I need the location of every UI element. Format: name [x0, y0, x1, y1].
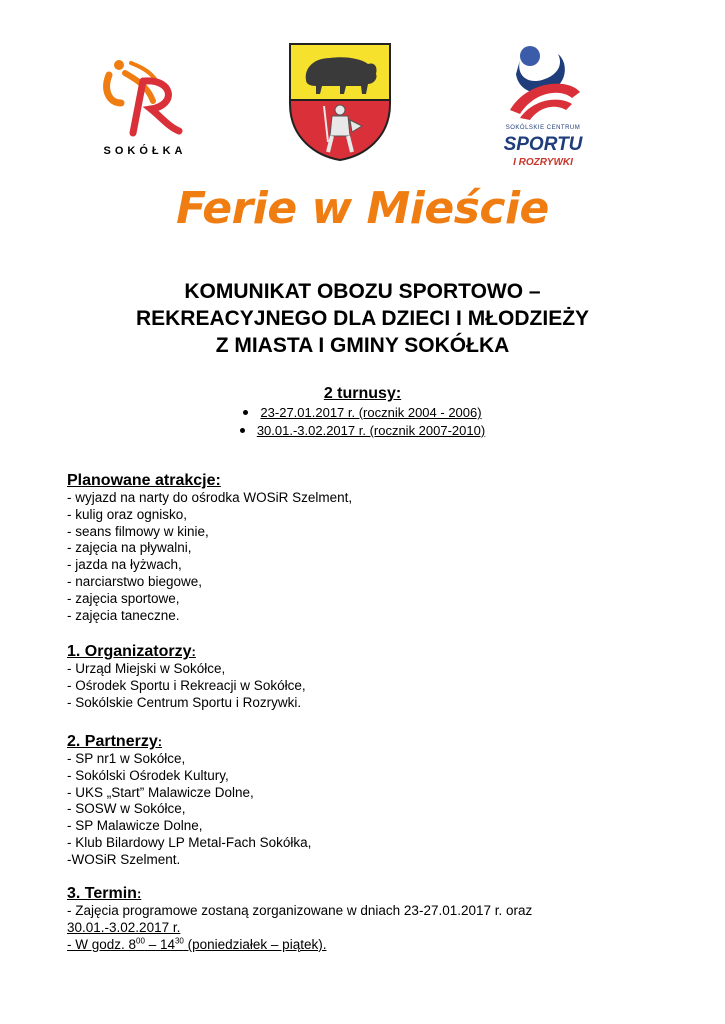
scsir-logo-line2: SPORTU [503, 134, 583, 155]
list-item: - wyjazd na narty do ośrodka WOSiR Szelment, [67, 490, 353, 505]
list-item: -WOSiR Szelment. [67, 851, 181, 867]
coat-of-arms [288, 42, 392, 162]
schedule-line: - Zajęcia programowe zostaną zorganizowane w dniach 23-27.01.2017 r. oraz [67, 903, 533, 918]
list-item: - zajęcia na pływalni, [67, 540, 192, 556]
organizers-section [67, 642, 627, 711]
heading-colon: : [191, 644, 196, 659]
schedule-hours [67, 937, 627, 954]
list-item: - Ośrodek Sportu i Rekreacji w Sokółce, [67, 677, 306, 693]
list-item: - SP nr1 w Sokółce, [67, 751, 186, 766]
list-item: - zajęcia sportowe, [67, 590, 180, 606]
list-item: - zajęcia taneczne. [67, 607, 180, 623]
page-title: Ferie w Mieście [176, 183, 549, 234]
organizers-heading-text: 1. Organizatorzy [67, 643, 192, 660]
hours-superscript: 00 [136, 936, 145, 946]
partners-section [67, 732, 627, 869]
partners-heading [67, 732, 627, 751]
hours-text: - W godz. 8 [67, 936, 137, 952]
heading-colon: : [136, 886, 142, 901]
hours-text: – 14 [144, 936, 175, 952]
list-item: - kulig oraz ognisko, [67, 506, 188, 522]
hours-superscript: 30 [174, 936, 184, 946]
sokolka-logo-label: SOKÓŁKA [103, 145, 187, 157]
turnusy-heading: 2 turnusy: [323, 385, 402, 402]
list-item: - UKS „Start” Malawicze Dolne, [67, 784, 254, 800]
coat-of-arms-icon [288, 42, 392, 162]
schedule-line: 30.01.-3.02.2017 r. [67, 919, 181, 935]
scsir-logo-line3: I ROZRYWKI [513, 157, 573, 168]
list-item: - Klub Bilardowy LP Metal-Fach Sokółka, [67, 834, 312, 850]
bullet-icon [243, 410, 248, 415]
announcement-subtitle [60, 278, 665, 359]
turnus-date: 23-27.01.2017 r. (rocznik 2004 - 2006) [260, 405, 482, 420]
schedule-heading-text: 3. Termin [67, 885, 137, 902]
schedule-heading [67, 884, 627, 903]
list-item: - SOSW w Sokółce, [67, 801, 186, 817]
list-item: - Urząd Miejski w Sokółce, [67, 661, 226, 676]
subtitle-line: KOMUNIKAT OBOZU SPORTOWO – [184, 280, 541, 303]
list-item [0, 404, 725, 422]
scsir-emblem-icon [498, 40, 588, 124]
attractions-heading: Planowane atrakcje: [67, 472, 221, 489]
sokolka-emblem-icon [95, 45, 195, 145]
sokolka-logo [95, 45, 195, 160]
partners-heading-text: 2. Partnerzy [67, 733, 158, 750]
turnusy-list [0, 404, 725, 440]
subtitle-line: REKREACYJNEGO DLA DZIECI I MŁODZIEŻY [135, 307, 590, 330]
list-item: - Sokólski Ośrodek Kultury, [67, 767, 229, 783]
organizers-heading [67, 642, 627, 661]
bullet-icon [240, 428, 245, 433]
list-item: - narciarstwo biegowe, [67, 573, 203, 589]
list-item: - Sokólskie Centrum Sportu i Rozrywki. [67, 694, 302, 710]
list-item [0, 422, 725, 440]
attractions-section [67, 471, 627, 624]
schedule-section [67, 884, 627, 953]
list-item: - SP Malawicze Dolne, [67, 818, 203, 834]
turnusy-section [0, 384, 725, 440]
hours-text: (poniedziałek – piątek). [183, 936, 327, 952]
heading-colon: : [157, 734, 163, 749]
list-item: - seans filmowy w kinie, [67, 523, 209, 539]
scsir-logo-line1: SOKÓLSKIE CENTRUM [505, 125, 581, 131]
turnus-date: 30.01.-3.02.2017 r. (rocznik 2007-2010) [256, 423, 486, 438]
list-item: - jazda na łyżwach, [67, 557, 182, 573]
subtitle-line: Z MIASTA I GMINY SOKÓŁKA [215, 334, 510, 357]
scsir-logo [498, 40, 588, 170]
